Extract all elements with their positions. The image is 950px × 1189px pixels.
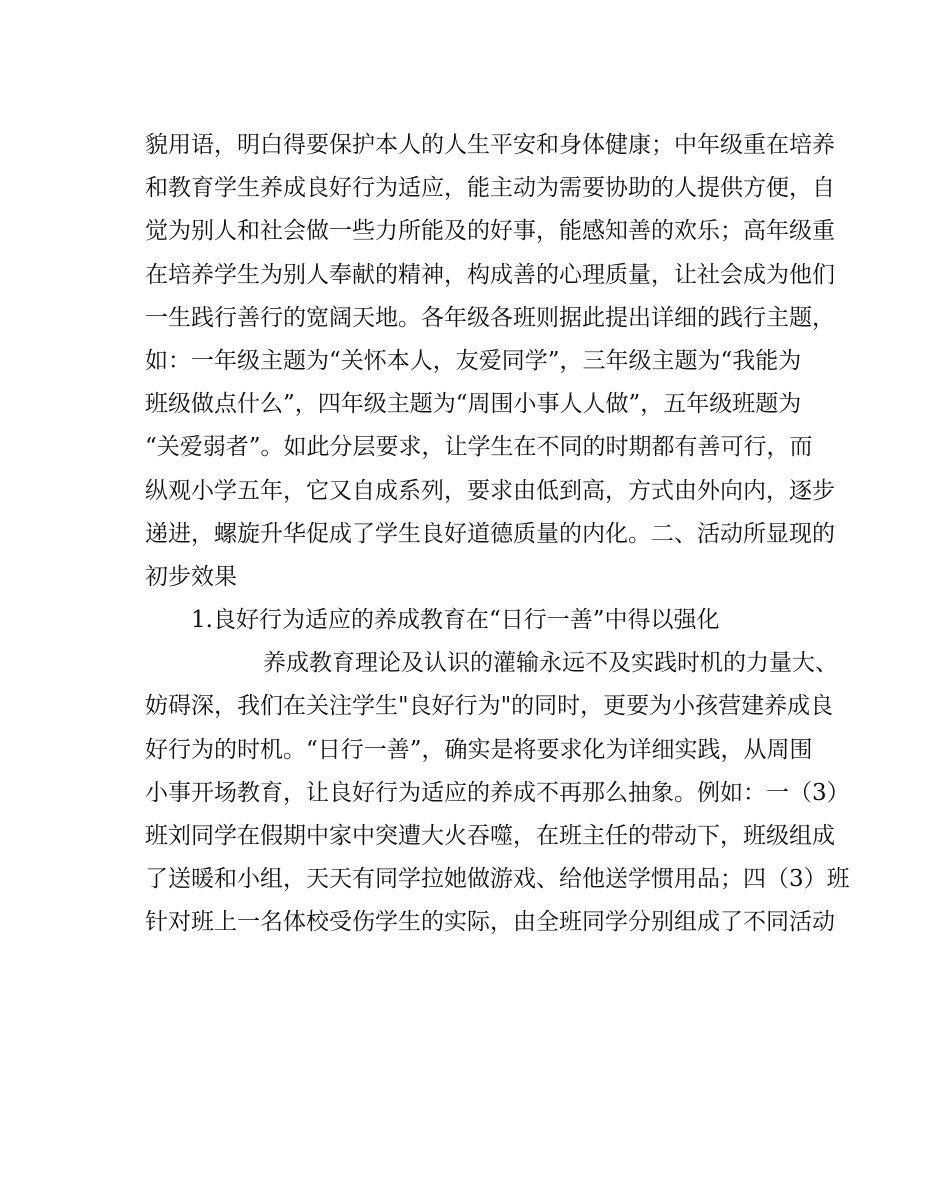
text-line: 和教育学生养成良好行为适应，能主动为需要协助的人提供方便，自	[145, 175, 835, 202]
paragraph-start: 养成教育理论及认识的灌输永远不及实践时机的力量大、	[263, 650, 838, 677]
text-line: 貌用语，明白得要保护本人的人生平安和身体健康；中年级重在培养	[145, 132, 835, 158]
text-line: 如：一年级主题为“关怀本人，友爱同学”，三年级主题为“我能为	[145, 347, 802, 374]
text-line: 一生践行善行的宽阔天地。各年级各班则据此提出详细的践行主题，	[145, 304, 835, 331]
text-line: 妨碍深，我们在关注学生"良好行为"的同时，更要为小孩营建养成良	[145, 693, 834, 720]
text-line: 觉为别人和社会做一些力所能及的好事，能感知善的欢乐；高年级重	[145, 218, 835, 245]
text-line: 班刘同学在假期中家中突遭大火吞噬，在班主任的带动下，班级组成	[145, 823, 835, 849]
text-line: 小事开场教育，让良好行为适应的养成不再那么抽象。例如：一（3）	[145, 779, 850, 806]
text-line: 班级做点什么”，四年级主题为“周围小事人人做”，五年级班题为	[145, 391, 802, 418]
body-text	[145, 124, 850, 945]
text-line: 纵观小学五年，它又自成系列，要求由低到高，方式由外向内，逐步	[145, 477, 835, 504]
section-heading: 1.良好行为适应的养成教育在“日行一善”中得以强化	[191, 607, 720, 634]
text-line: 好行为的时机。“日行一善”，确实是将要求化为详细实践，从周围	[145, 736, 813, 763]
text-line: 递进，螺旋升华促成了学生良好道德质量的内化。二、活动所显现的	[145, 520, 835, 547]
text-line: 初步效果	[145, 563, 237, 590]
text-line: 了送暖和小组，天天有同学拉她做游戏、给他送学惯用品；四（3）班	[145, 866, 850, 893]
text-line: “关爱弱者”。如此分层要求，让学生在不同的时期都有善可行，而	[145, 434, 813, 461]
text-line: 针对班上一名体校受伤学生的实际，由全班同学分别组成了不同活动	[145, 909, 835, 936]
text-line: 在培养学生为别人奉献的精神，构成善的心理质量，让社会成为他们	[145, 261, 835, 288]
